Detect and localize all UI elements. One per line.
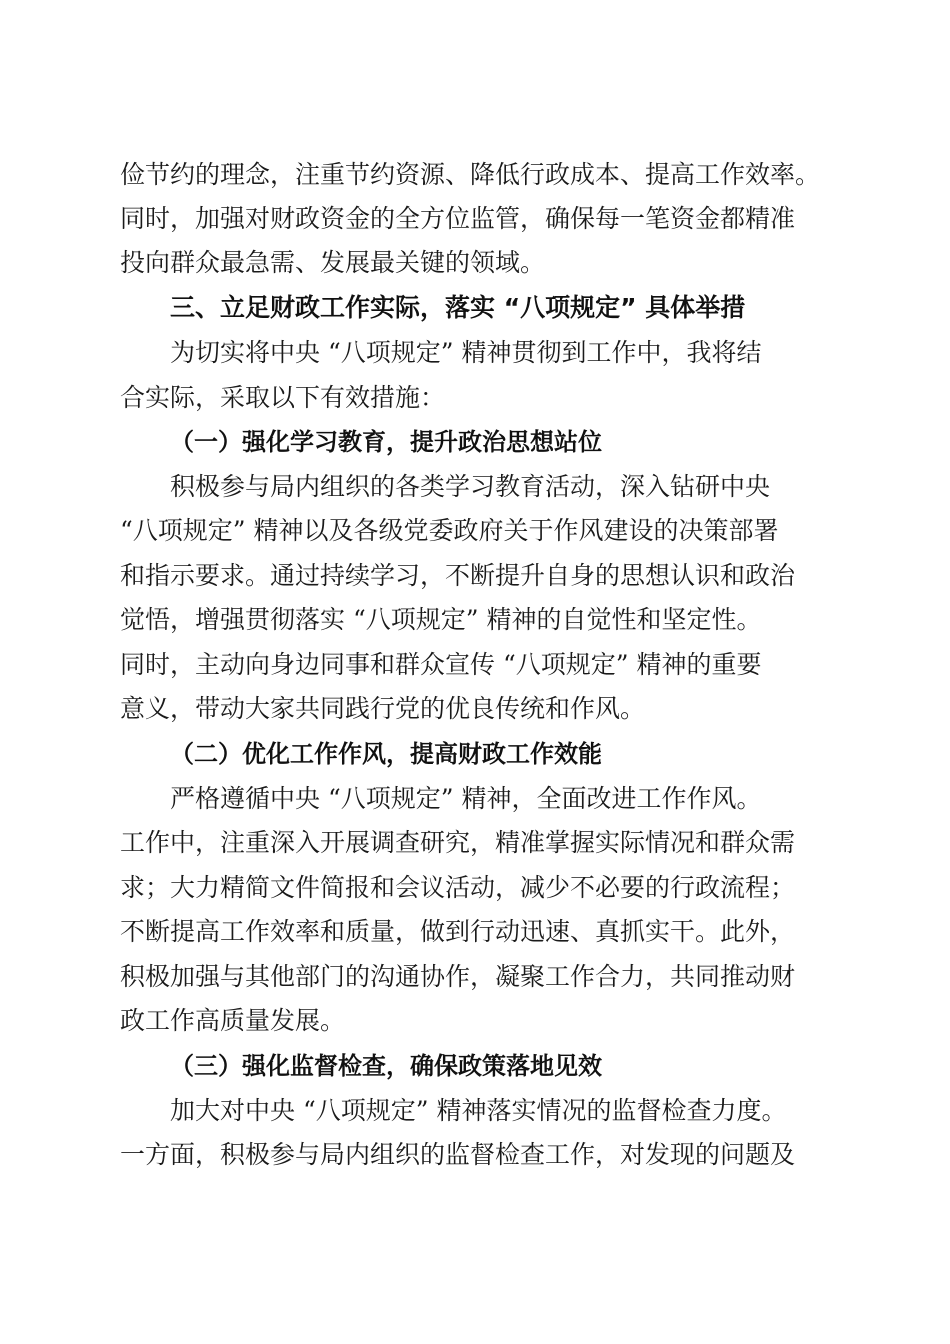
paragraph-line: 投向群众最急需、发展最关键的领域。 — [120, 248, 546, 277]
paragraph-line: 严格遵循中央 “八项规定” 精神，全面改进工作作风。 — [170, 784, 762, 813]
paragraph-line: 觉悟，增强贯彻落实 “八项规定” 精神的自觉性和坚定性。 — [120, 605, 762, 634]
paragraph-line: 同时，加强对财政资金的全方位监管，确保每一笔资金都精准 — [120, 204, 796, 233]
paragraph-line: 俭节约的理念，注重节约资源、降低行政成本、提高工作效率。 — [120, 160, 821, 189]
paragraph-line: 政工作高质量发展。 — [120, 1006, 346, 1035]
paragraph-line: 不断提高工作效率和质量，做到行动迅速、真抓实干。此外， — [120, 917, 796, 946]
paragraph-line: 积极加强与其他部门的沟通协作，凝聚工作合力，共同推动财 — [120, 962, 796, 991]
paragraph-line: 和指示要求。通过持续学习，不断提升自身的思想认识和政治 — [120, 561, 796, 590]
subsection-heading: （三）强化监督检查，确保政策落地见效 — [170, 1051, 602, 1080]
paragraph-line: 求；大力精简文件简报和会议活动，减少不必要的行政流程； — [120, 873, 796, 902]
section-heading: 三、立足财政工作实际，落实 “八项规定” 具体举措 — [170, 293, 746, 322]
paragraph-line: 意义，带动大家共同践行党的优良传统和作风。 — [120, 694, 646, 723]
paragraph-line: 合实际，采取以下有效措施： — [120, 383, 446, 412]
subsection-heading: （二）优化工作作风，提高财政工作效能 — [170, 739, 602, 768]
paragraph-line: 同时，主动向身边同事和群众宣传 “八项规定” 精神的重要 — [120, 650, 762, 679]
paragraph-line: 一方面，积极参与局内组织的监督检查工作，对发现的问题及 — [120, 1140, 796, 1169]
paragraph-line: “八项规定” 精神以及各级党委政府关于作风建设的决策部署 — [120, 516, 779, 545]
subsection-heading: （一）强化学习教育，提升政治思想站位 — [170, 427, 602, 456]
paragraph-line: 积极参与局内组织的各类学习教育活动，深入钻研中央 — [170, 472, 771, 501]
paragraph-line: 工作中，注重深入开展调查研究，精准掌握实际情况和群众需 — [120, 828, 796, 857]
paragraph-line: 为切实将中央 “八项规定” 精神贯彻到工作中，我将结 — [170, 338, 762, 367]
paragraph-line: 加大对中央 “八项规定” 精神落实情况的监督检查力度。 — [170, 1096, 787, 1125]
